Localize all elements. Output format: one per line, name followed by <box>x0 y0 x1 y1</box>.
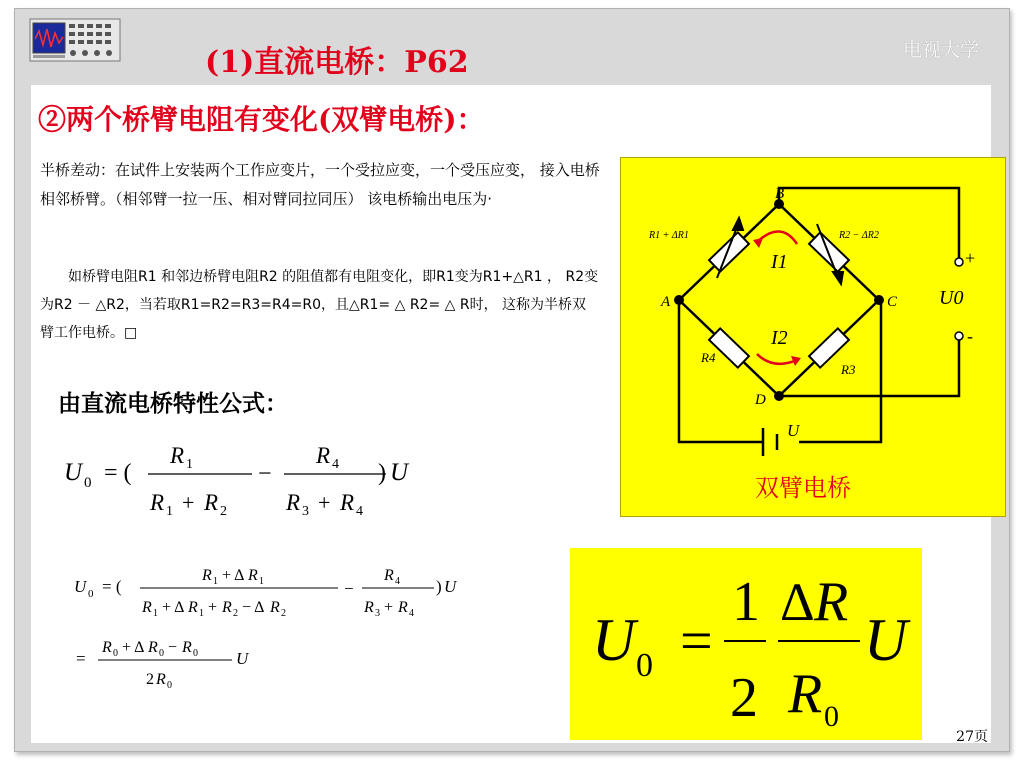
svg-text:+: + <box>182 490 195 515</box>
svg-text:0: 0 <box>84 475 92 491</box>
svg-text:R: R <box>204 490 219 515</box>
svg-text:1: 1 <box>732 571 760 633</box>
u0-label: U0 <box>939 287 964 309</box>
svg-text:U: U <box>864 607 908 673</box>
r1-label: R1 + ΔR1 <box>649 230 689 241</box>
svg-text:2: 2 <box>233 608 238 619</box>
svg-text:U: U <box>64 459 83 486</box>
svg-text:0: 0 <box>113 648 118 659</box>
svg-text:= (: = ( <box>102 577 122 596</box>
svg-text:R: R <box>222 599 232 616</box>
condition-paragraph: 如桥臂电阻R1 和邻边桥臂电阻R2 的阻值都有电阻变化，即R1变为R1+△R1 ， R2变为R2 － △R2，当若取R1=R2=R3=R4=R0，且△R1= △ R2= △ R时， 这称为半桥双臂工作电桥。□ <box>40 269 599 341</box>
svg-text:1: 1 <box>259 576 264 587</box>
svg-text:=: = <box>680 608 713 673</box>
svg-text:+ Δ: + Δ <box>162 599 185 616</box>
r2-label: R2 − ΔR2 <box>839 230 879 241</box>
svg-text:R: R <box>188 599 198 616</box>
minus-terminal-label: - <box>967 326 973 346</box>
svg-text:1: 1 <box>199 608 204 619</box>
svg-text:R: R <box>788 663 823 725</box>
svg-text:0: 0 <box>88 588 94 600</box>
formula-heading: 由直流电桥特性公式： <box>58 391 288 417</box>
substitution-formula <box>72 560 472 700</box>
svg-text:U: U <box>592 607 636 673</box>
svg-text:0: 0 <box>636 647 653 684</box>
bridge-formula <box>60 435 420 525</box>
svg-text:1: 1 <box>213 576 218 587</box>
svg-text:0: 0 <box>167 680 172 691</box>
svg-text:4: 4 <box>395 576 400 587</box>
svg-text:R: R <box>814 571 849 633</box>
svg-text:3: 3 <box>302 504 309 519</box>
wheatstone-bridge-diagram <box>621 158 1005 516</box>
description-paragraph: 半桥差动：在试件上安装两个工作应变片，一个受拉应变，一个受压应变， 接入电桥相邻桥臂。（相邻臂一拉一压、相对臂同拉同压） 该电桥输出电压为· <box>40 161 600 208</box>
svg-text:+: + <box>318 490 331 515</box>
svg-text:U: U <box>390 459 409 486</box>
page-number: 27页 <box>956 729 988 745</box>
svg-text:R: R <box>340 490 355 515</box>
svg-text:−: − <box>344 579 354 598</box>
svg-text:−: − <box>258 461 272 487</box>
svg-text:R: R <box>170 443 185 468</box>
svg-text:R: R <box>102 639 112 656</box>
svg-text:U: U <box>236 649 249 668</box>
svg-text:R: R <box>316 443 331 468</box>
section-subtitle: ②两个桥臂电阻有变化(双臂电桥)： <box>38 103 485 136</box>
result-formula <box>570 548 922 740</box>
svg-text:R: R <box>270 599 280 616</box>
header-bar <box>15 9 1009 85</box>
svg-text:1: 1 <box>153 608 158 619</box>
svg-text:0: 0 <box>193 648 198 659</box>
svg-text:+: + <box>384 599 394 616</box>
svg-text:R: R <box>202 567 212 584</box>
svg-text:R: R <box>150 490 165 515</box>
svg-text:2: 2 <box>146 671 154 688</box>
svg-text:R: R <box>182 639 192 656</box>
i2-label: I2 <box>771 327 788 349</box>
svg-text:Δ: Δ <box>780 572 815 632</box>
svg-text:= (: = ( <box>104 460 132 486</box>
svg-text:R: R <box>286 490 301 515</box>
svg-text:2: 2 <box>730 667 758 729</box>
svg-text:R: R <box>142 599 152 616</box>
svg-text:R: R <box>248 567 258 584</box>
svg-text:+ Δ: + Δ <box>122 639 145 656</box>
r3-label: R3 <box>841 362 856 377</box>
source-u-label: U <box>787 421 800 440</box>
svg-text:2: 2 <box>220 504 227 519</box>
result-formula-panel <box>570 548 922 740</box>
svg-text:3: 3 <box>375 608 380 619</box>
svg-text:U: U <box>74 577 87 596</box>
circuit-diagram-panel <box>620 157 1006 517</box>
svg-text:1: 1 <box>166 504 173 519</box>
node-c-label: C <box>887 294 898 310</box>
svg-text:): ) <box>378 460 386 486</box>
svg-text:4: 4 <box>332 457 339 472</box>
node-d-label: D <box>755 392 766 408</box>
svg-text:R: R <box>156 671 166 688</box>
node-a-label: A <box>661 294 671 310</box>
svg-text:−: − <box>168 639 178 656</box>
slide-title: (1)直流电桥：P62 <box>205 45 469 80</box>
svg-text:): ) <box>436 577 442 596</box>
svg-text:0: 0 <box>824 700 839 733</box>
svg-text:R: R <box>398 599 408 616</box>
svg-text:− Δ: − Δ <box>242 599 265 616</box>
svg-text:=: = <box>76 649 86 668</box>
university-name: 电视大学 <box>902 39 979 61</box>
svg-text:4: 4 <box>409 608 414 619</box>
r4-label: R4 <box>701 350 716 365</box>
svg-text:1: 1 <box>186 457 193 472</box>
svg-text:+: + <box>208 599 218 616</box>
svg-text:R: R <box>364 599 374 616</box>
svg-text:R: R <box>148 639 158 656</box>
svg-text:4: 4 <box>356 504 363 519</box>
svg-text:0: 0 <box>159 648 164 659</box>
svg-text:R: R <box>384 567 394 584</box>
circuit-caption: 双臂电桥 <box>755 474 851 502</box>
svg-text:2: 2 <box>281 608 286 619</box>
bottom-border <box>15 743 1009 751</box>
svg-text:+ Δ: + Δ <box>222 567 245 584</box>
left-border <box>15 9 31 751</box>
node-b-label: B <box>775 186 785 202</box>
svg-text:U: U <box>444 577 457 596</box>
i1-label: I1 <box>771 251 788 273</box>
plus-terminal-label: + <box>965 248 976 268</box>
signal-generator-icon <box>29 15 121 63</box>
